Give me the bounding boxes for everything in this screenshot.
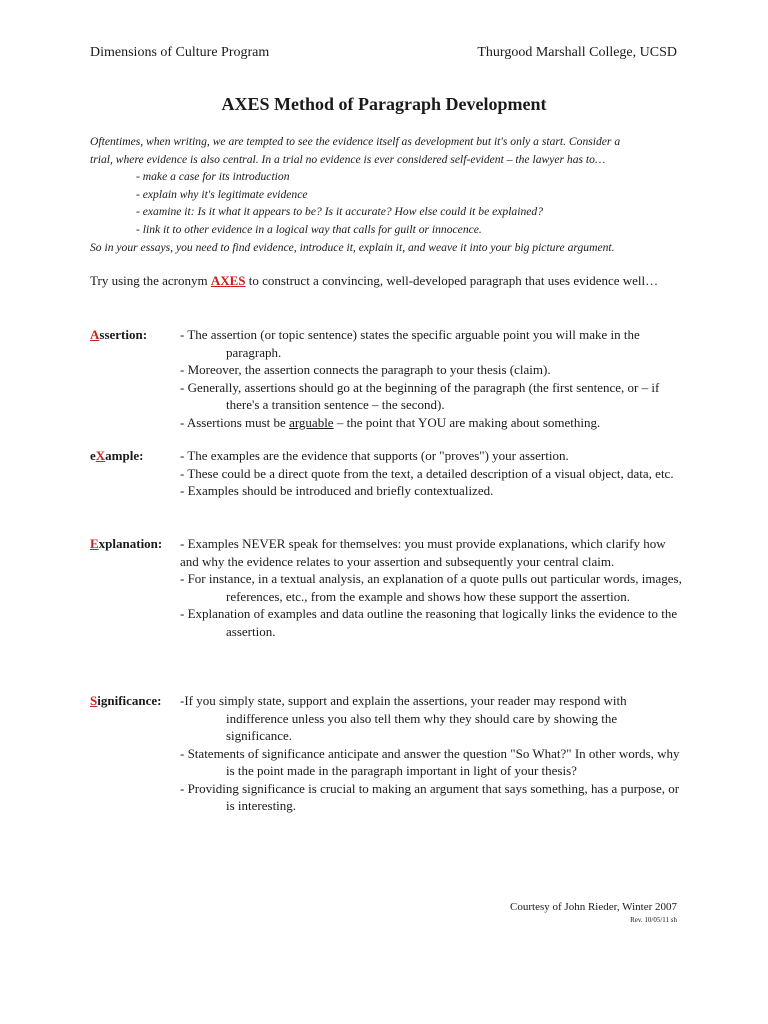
acronym-axes: AXES — [210, 273, 246, 288]
example-bullet: - These could be a direct quote from the text, a detailed description of a visual object, data, etc. — [180, 465, 674, 481]
significance-label — [90, 692, 162, 710]
assertion-bullet: - The assertion (or topic sentence) states the specific arguable point you will make in the paragraph. — [180, 327, 640, 360]
header-college: Thurgood Marshall College, UCSD — [477, 45, 677, 60]
intro-line: trial, where evidence is also central. In a trial no evidence is ever considered self-evident – the lawyer has to… — [90, 152, 606, 166]
intro-bullet: - make a case for its introduction — [136, 170, 290, 184]
intro-bullet: - examine it: Is it what it appears to be? Is it accurate? How else could it be explained? — [136, 205, 543, 219]
acronym-text-before: Try using the acronym — [90, 273, 211, 288]
assertion-letter: A — [90, 327, 100, 342]
explanation-first: - Examples NEVER speak for themselves: you must provide explanations, which clarify how and why the evidence relates to your assertion and subsequently your central claim. — [180, 536, 666, 569]
explanation-bullet: - Explanation of examples and data outline the reasoning that logically links the evidence to the assertion. — [180, 606, 678, 639]
intro-bullet: - explain why it's legitimate evidence — [136, 187, 308, 201]
example-bullet: - Examples should be introduced and briefly contextualized. — [180, 483, 494, 498]
significance-bullet: -If you simply state, support and explain the assertions, your reader may respond with indifference unless you also tell them why they should care by showing the significance. — [180, 693, 627, 743]
significance-label-rest: ignificance: — [97, 693, 162, 708]
example-letter: X — [95, 448, 106, 463]
assertion-label-rest: ssertion: — [99, 327, 148, 342]
assertion-label — [90, 326, 147, 344]
header-program: Dimensions of Culture Program — [90, 45, 270, 60]
acronym-text-after: to construct a convincing, well-developed paragraph that uses evidence well… — [245, 273, 659, 288]
explanation-bullet: - For instance, in a textual analysis, an explanation of a quote pulls out particular words, images, references, etc., from the example and shows how these support the assertion. — [180, 571, 682, 604]
example-label-rest: ample: — [105, 448, 144, 463]
example-label-pre: e — [90, 448, 96, 463]
intro-paragraph — [90, 133, 690, 256]
significance-bullet: - Statements of significance anticipate and answer the question "So What?" In other words, why is the point made in the paragraph important in light of your thesis? — [180, 745, 680, 778]
intro-closing: So in your essays, you need to find evidence, introduce it, explain it, and weave it into your big picture argument. — [90, 240, 615, 254]
acronym-paragraph — [90, 272, 670, 290]
credit-line: Courtesy of John Rieder, Winter 2007 — [510, 901, 677, 913]
revision-note: Rev. 10/05/11 sh — [630, 916, 677, 924]
page-title: AXES Method of Paragraph Development — [221, 94, 547, 114]
assertion-bullet: - Moreover, the assertion connects the paragraph to your thesis (claim). — [180, 362, 551, 377]
explanation-body — [180, 535, 685, 640]
explanation-letter: E — [90, 536, 99, 551]
example-label — [90, 447, 143, 465]
assertion-bullet-arguable — [180, 414, 685, 432]
intro-bullet: - link it to other evidence in a logical way that calls for guilt or innocence. — [136, 222, 482, 236]
example-bullet: - The examples are the evidence that supports (or "proves") your assertion. — [180, 448, 569, 463]
example-body — [180, 447, 685, 500]
significance-body — [180, 692, 685, 815]
assertion-last-after: – the point that YOU are making about something. — [333, 414, 601, 430]
assertion-bullet: - Generally, assertions should go at the beginning of the paragraph (the first sentence, or – if there's a transition sentence – the second). — [180, 379, 660, 412]
significance-bullet: - Providing significance is crucial to making an argument that says something, has a purpose, or is interesting. — [180, 780, 680, 813]
explanation-label — [90, 535, 162, 553]
intro-line: Oftentimes, when writing, we are tempted to see the evidence itself as development but it's only a start. Consider a — [90, 135, 621, 148]
assertion-last-before: - Assertions must be — [180, 414, 290, 430]
explanation-label-rest: xplanation: — [98, 536, 163, 551]
assertion-body — [180, 326, 685, 431]
significance-letter: S — [90, 693, 98, 708]
arguable-underlined: arguable — [289, 414, 334, 430]
